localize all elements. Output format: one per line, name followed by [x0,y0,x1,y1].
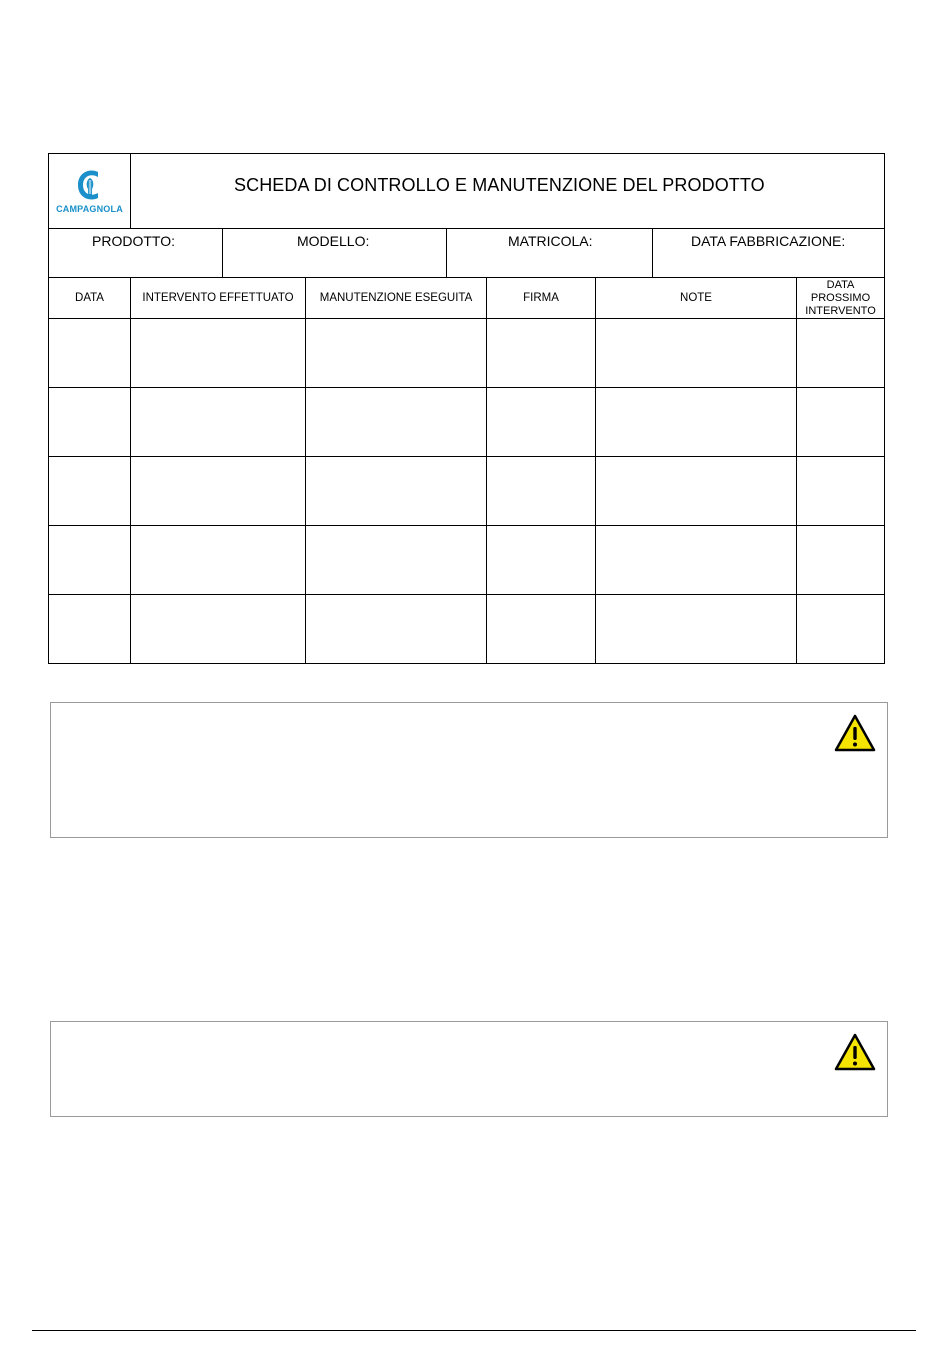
next-date-cell[interactable] [797,526,885,595]
signature-cell[interactable] [487,595,596,664]
col-header-intervention: INTERVENTO EFFETTUATO [131,278,306,319]
notes-cell[interactable] [596,457,797,526]
table-row [49,457,885,526]
maintenance-cell[interactable] [306,388,487,457]
manufacture-date-field[interactable] [653,229,885,278]
campagnola-logo [49,154,130,228]
date-cell[interactable] [49,388,131,457]
intervention-cell[interactable] [131,319,306,388]
product-field[interactable] [49,229,223,278]
serial-label: MATRICOLA: [508,233,593,249]
logo-text: CAMPAGNOLA [56,204,123,214]
intervention-cell[interactable] [131,388,306,457]
signature-cell[interactable] [487,319,596,388]
col-header-maintenance: MANUTENZIONE ESEGUITA [306,278,487,319]
notes-cell[interactable] [596,388,797,457]
signature-cell[interactable] [487,526,596,595]
next-line-3: INTERVENTO [805,304,876,317]
date-cell[interactable] [49,457,131,526]
footer-divider [32,1330,916,1331]
date-cell[interactable] [49,595,131,664]
campagnola-emblem-icon [76,168,104,202]
date-cell[interactable] [49,319,131,388]
warning-triangle-icon [833,1032,877,1072]
table-row [49,526,885,595]
next-date-cell[interactable] [797,457,885,526]
next-date-cell[interactable] [797,319,885,388]
col-header-date: DATA [49,278,131,319]
notes-cell[interactable] [596,595,797,664]
signature-cell[interactable] [487,388,596,457]
warning-box [50,702,888,838]
date-cell[interactable] [49,526,131,595]
maintenance-cell[interactable] [306,595,487,664]
maintenance-cell[interactable] [306,457,487,526]
table-row [49,388,885,457]
maintenance-cell[interactable] [306,526,487,595]
intervention-cell[interactable] [131,457,306,526]
manufacture-date-label: DATA FABBRICAZIONE: [691,233,846,249]
title-cell [131,154,885,229]
logo-cell [49,154,131,229]
maintenance-cell[interactable] [306,319,487,388]
signature-cell[interactable] [487,457,596,526]
col-header-notes: NOTE [596,278,797,319]
model-label: MODELLO: [297,233,370,249]
product-label: PRODOTTO: [92,233,175,249]
table-row [49,595,885,664]
intervention-cell[interactable] [131,595,306,664]
maintenance-sheet-table [48,153,885,664]
notes-cell[interactable] [596,526,797,595]
serial-field[interactable] [447,229,653,278]
col-header-signature: FIRMA [487,278,596,319]
model-field[interactable] [223,229,447,278]
next-date-cell[interactable] [797,595,885,664]
next-line-1: DATA [826,278,855,291]
intervention-cell[interactable] [131,526,306,595]
col-header-next-intervention [797,278,885,319]
next-date-cell[interactable] [797,388,885,457]
warning-triangle-icon [833,713,877,753]
warning-box [50,1021,888,1117]
notes-cell[interactable] [596,319,797,388]
next-line-2: PROSSIMO [810,291,871,304]
page-title: SCHEDA DI CONTROLLO E MANUTENZIONE DEL PRODOTTO [234,174,765,195]
table-row [49,319,885,388]
